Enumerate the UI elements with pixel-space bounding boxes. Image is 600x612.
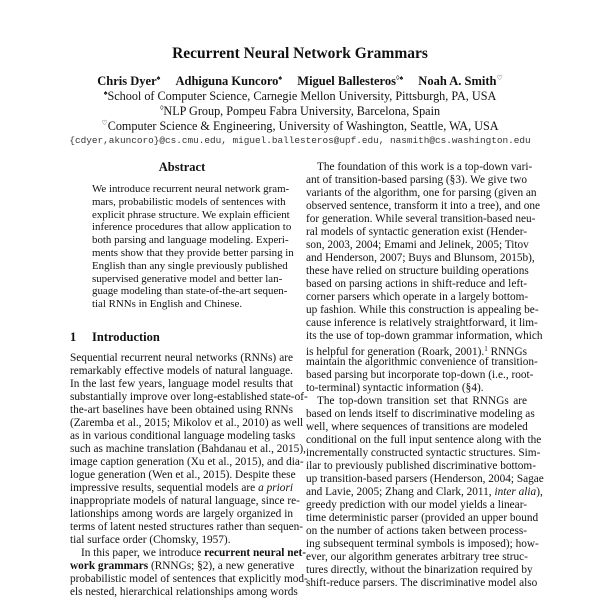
text-segment: conditional on the full input sentence along with the (306, 434, 542, 446)
body-text-line (306, 304, 539, 317)
text-segment: based on lends itself to discriminative modeling as (306, 408, 535, 420)
abstract-line: English than any single previously published (92, 259, 288, 272)
body-text-line (306, 343, 527, 356)
author (297, 74, 403, 88)
author-name: Noah A. Smith (418, 74, 497, 88)
body-text-line (70, 534, 293, 547)
text-segment: such as machine translation (Bahdanau et al., 2015), (70, 443, 306, 455)
body-text-line (306, 551, 527, 564)
body-text-line (306, 226, 527, 239)
text-segment: based parsing but incorporate top-down (i.e., root- (306, 369, 534, 381)
body-text-line (70, 560, 293, 573)
text-segment: impressive results, sequential models are (70, 482, 259, 494)
affiliation-text: School of Computer Science, Carnegie Mellon University, Pittsburgh, PA, USA (107, 89, 497, 103)
text-segment: (RNNGs; §2), a new generative (148, 560, 295, 572)
text-segment: In the last few years, language model results that (70, 378, 293, 390)
text-segment: shift-reduce parsers. The discriminative model also (306, 577, 538, 589)
body-text-line (306, 473, 544, 486)
body-text-line (70, 365, 293, 378)
abstract-line: both parsing and language modeling. Experi- (92, 234, 289, 247)
text-segment: substantially improve over long-established state-of- (70, 391, 308, 403)
text-segment: ral models of syntactic generation exist (Hender- (306, 226, 527, 238)
text-segment: on the number of actions taken between process- (306, 525, 527, 537)
abstract-line: We introduce recurrent neural network gram- (92, 183, 290, 195)
author-name: Chris Dyer (97, 74, 157, 88)
right-column-text (306, 161, 544, 601)
text-segment: variants of the algorithm, one for parsing (given an (306, 187, 537, 199)
body-text-line (306, 330, 543, 343)
text-segment: is helpful for generation (Roark, 2001). (306, 346, 485, 358)
text-segment: ilar to previously published discriminative bottom- (306, 460, 536, 472)
body-text-line (306, 525, 527, 538)
body-text-line (306, 356, 538, 369)
abstract-heading: Abstract (158, 160, 206, 174)
text-segment: In this paper, we introduce (81, 547, 205, 559)
body-text-line (306, 278, 527, 291)
body-text-line (70, 586, 298, 599)
italic-phrase: inter alia (494, 486, 537, 498)
text-segment: greedy prediction with our model yields a linear- (306, 499, 527, 511)
body-text-line (306, 564, 533, 577)
author (97, 74, 160, 88)
bold-term: recurrent neural net- (204, 547, 307, 559)
left-column-text (70, 352, 308, 612)
body-text-line (306, 317, 538, 330)
body-text-line (306, 447, 541, 460)
text-segment: and Henderson, 2007; Buys and Blunsom, 2015b), (306, 252, 535, 264)
affiliation-mark: ◊ (159, 104, 164, 112)
text-segment: inappropriate models of natural language, since re- (70, 495, 300, 507)
abstract-line: tial RNNs in English and Chinese. (92, 298, 243, 311)
text-segment: up transition-based parsers (Henderson, 2004; Sagae (306, 473, 544, 485)
body-text-line (306, 499, 527, 512)
body-text-line (306, 265, 527, 278)
abstract-line: guage modeling than state-of-the-art sequen- (92, 285, 288, 298)
body-text-line (70, 430, 296, 443)
paper-title: Recurrent Neural Network Grammars (172, 45, 428, 62)
affiliation-mark: ♠ (278, 74, 283, 82)
text-segment: as in various conditional language modeling tasks (70, 430, 296, 442)
affiliation-mark: ◊♠ (395, 74, 404, 82)
body-text-line (70, 573, 308, 586)
text-segment: logue generation (Wen et al., 2015). Despite these (70, 469, 296, 481)
body-text-line (306, 577, 538, 590)
body-text-line (306, 460, 536, 473)
body-text-line (70, 482, 293, 495)
text-segment: and Lavie, 2005; Zhang and Clark, 2011, (306, 486, 495, 498)
affiliation-mark: ♠ (103, 89, 108, 97)
abstract-line: explicit phrase structure. We explain efficient (92, 208, 290, 221)
text-segment: tures directly, without the binarization required by (306, 564, 533, 576)
abstract-line: ments show that they provide better parsing in (92, 247, 294, 259)
body-text-line (306, 486, 543, 499)
text-segment: observed sentence, transform it into a tree), and one (306, 200, 541, 212)
affiliation (0, 119, 600, 134)
text-segment: tial surface order (Chomsky, 1957). (70, 534, 231, 546)
text-segment: lationships among words are largely organized in (70, 508, 293, 520)
body-text-line (70, 378, 293, 391)
body-text-line (306, 421, 527, 434)
body-text-line (306, 252, 535, 265)
text-segment: probabilistic model of sentences that explicitly mod- (70, 573, 308, 585)
author-name: Adhiguna Kuncoro (175, 74, 279, 88)
text-segment: ever, our algorithm generates arbitrary tree struc- (306, 551, 528, 563)
affiliation-text: NLP Group, Pompeu Fabra University, Barcelona, Spain (163, 104, 441, 118)
body-text-line (70, 417, 304, 430)
text-segment: ing subsequent terminal symbols is imposed); how- (306, 538, 539, 550)
body-text-line (70, 443, 306, 456)
body-text-line (306, 382, 527, 395)
affiliation-mark: ♡ (101, 119, 108, 127)
text-segment: ), (536, 486, 543, 498)
author-list (0, 74, 600, 89)
body-text-line (306, 291, 527, 304)
abstract-line: supervised generative model and better lan- (92, 272, 283, 285)
body-text-line (70, 508, 293, 521)
text-segment: els nested, hierarchical relationships among words (70, 586, 298, 598)
text-segment: (Zaremba et al., 2015; Mikolov et al., 2010) as well (70, 417, 304, 429)
body-text-line (70, 456, 304, 469)
body-text-line (70, 391, 308, 404)
text-segment: incrementally constructed syntactic structures. Sim- (306, 447, 541, 459)
affiliation (0, 104, 600, 119)
section-number: 1 (70, 330, 77, 344)
body-text-line (306, 174, 527, 187)
section-heading-introduction (70, 330, 160, 345)
affiliation-mark: ♡ (496, 74, 503, 82)
text-segment: based on parsing actions in shift-reduce and left- (306, 278, 527, 290)
text-segment: time deterministic parser (provided an upper bound (306, 512, 539, 524)
text-segment: up fashion. While this construction is appealing be- (306, 304, 539, 316)
text-segment: for generation. While several transition-based neu- (306, 213, 536, 225)
text-segment: The top-down transition set that RNNGs are (317, 395, 527, 407)
text-segment: cause inference is relatively straightforward, it lim- (306, 317, 538, 329)
body-text-line (306, 369, 534, 382)
body-text-line (306, 408, 535, 421)
text-segment: to-terminal) syntactic information (§4). (306, 382, 484, 394)
text-segment: remarkably effective models of natural language. (70, 365, 293, 377)
abstract-line: mars, probabilistic models of sentences with (92, 195, 286, 208)
body-text-line (306, 200, 541, 213)
bold-term: work grammars (70, 560, 149, 572)
body-text-line (306, 512, 539, 525)
text-segment: terms of latent nested structures rather than sequen- (70, 521, 304, 533)
text-segment: its the use of top-down grammar information, which (306, 330, 543, 342)
abstract-body (92, 183, 294, 318)
text-segment: Sequential recurrent neural networks (RNNs) are (70, 352, 293, 364)
body-text-line (70, 547, 307, 560)
author (418, 74, 502, 88)
text-segment: image caption generation (Xu et al., 2015), and dia- (70, 456, 304, 468)
affiliation (0, 89, 600, 104)
text-segment: well, where sequences of transitions are modeled (306, 421, 528, 433)
body-text-line (306, 538, 539, 551)
body-text-line (306, 187, 537, 200)
text-segment: these have relied on structure building operations (306, 265, 529, 277)
author-emails: {cdyer,akuncoro}@cs.cmu.edu, miguel.ballesteros@upf.edu, nasmith@cs.washington.edu (69, 135, 531, 146)
text-segment: son, 2003, 2004; Emami and Jelinek, 2005; Titov (306, 239, 529, 251)
text-segment: RNNGs (487, 346, 527, 358)
body-text-line (70, 495, 300, 508)
body-text-line (306, 395, 527, 408)
body-text-line (306, 239, 527, 252)
text-segment: the-art baselines have been obtained using RNNs (70, 404, 293, 416)
footnote-mark: 1 (484, 345, 488, 353)
text-segment: maintain the algorithmic convenience of transition- (306, 356, 538, 368)
affiliation-text: Computer Science & Engineering, University of Washington, Seattle, WA, USA (107, 119, 499, 133)
body-text-line (70, 469, 296, 482)
italic-phrase: a priori (258, 482, 293, 494)
body-text-line (70, 521, 304, 534)
body-text-line (70, 404, 293, 417)
text-segment: ant of transition-based parsing (§3). We give two (306, 174, 528, 186)
body-text-line (306, 161, 533, 174)
body-text-line (306, 213, 536, 226)
affiliation-mark: ♠ (156, 74, 161, 82)
abstract-line: inference procedures that allow application to (92, 221, 292, 234)
text-segment: corner parsers which operate in a largely bottom- (306, 291, 529, 303)
section-title: Introduction (92, 330, 160, 344)
body-text-line (70, 352, 293, 365)
author (175, 74, 282, 88)
body-text-line (306, 434, 542, 447)
author-name: Miguel Ballesteros (297, 74, 396, 88)
text-segment: The foundation of this work is a top-down vari- (317, 161, 533, 173)
